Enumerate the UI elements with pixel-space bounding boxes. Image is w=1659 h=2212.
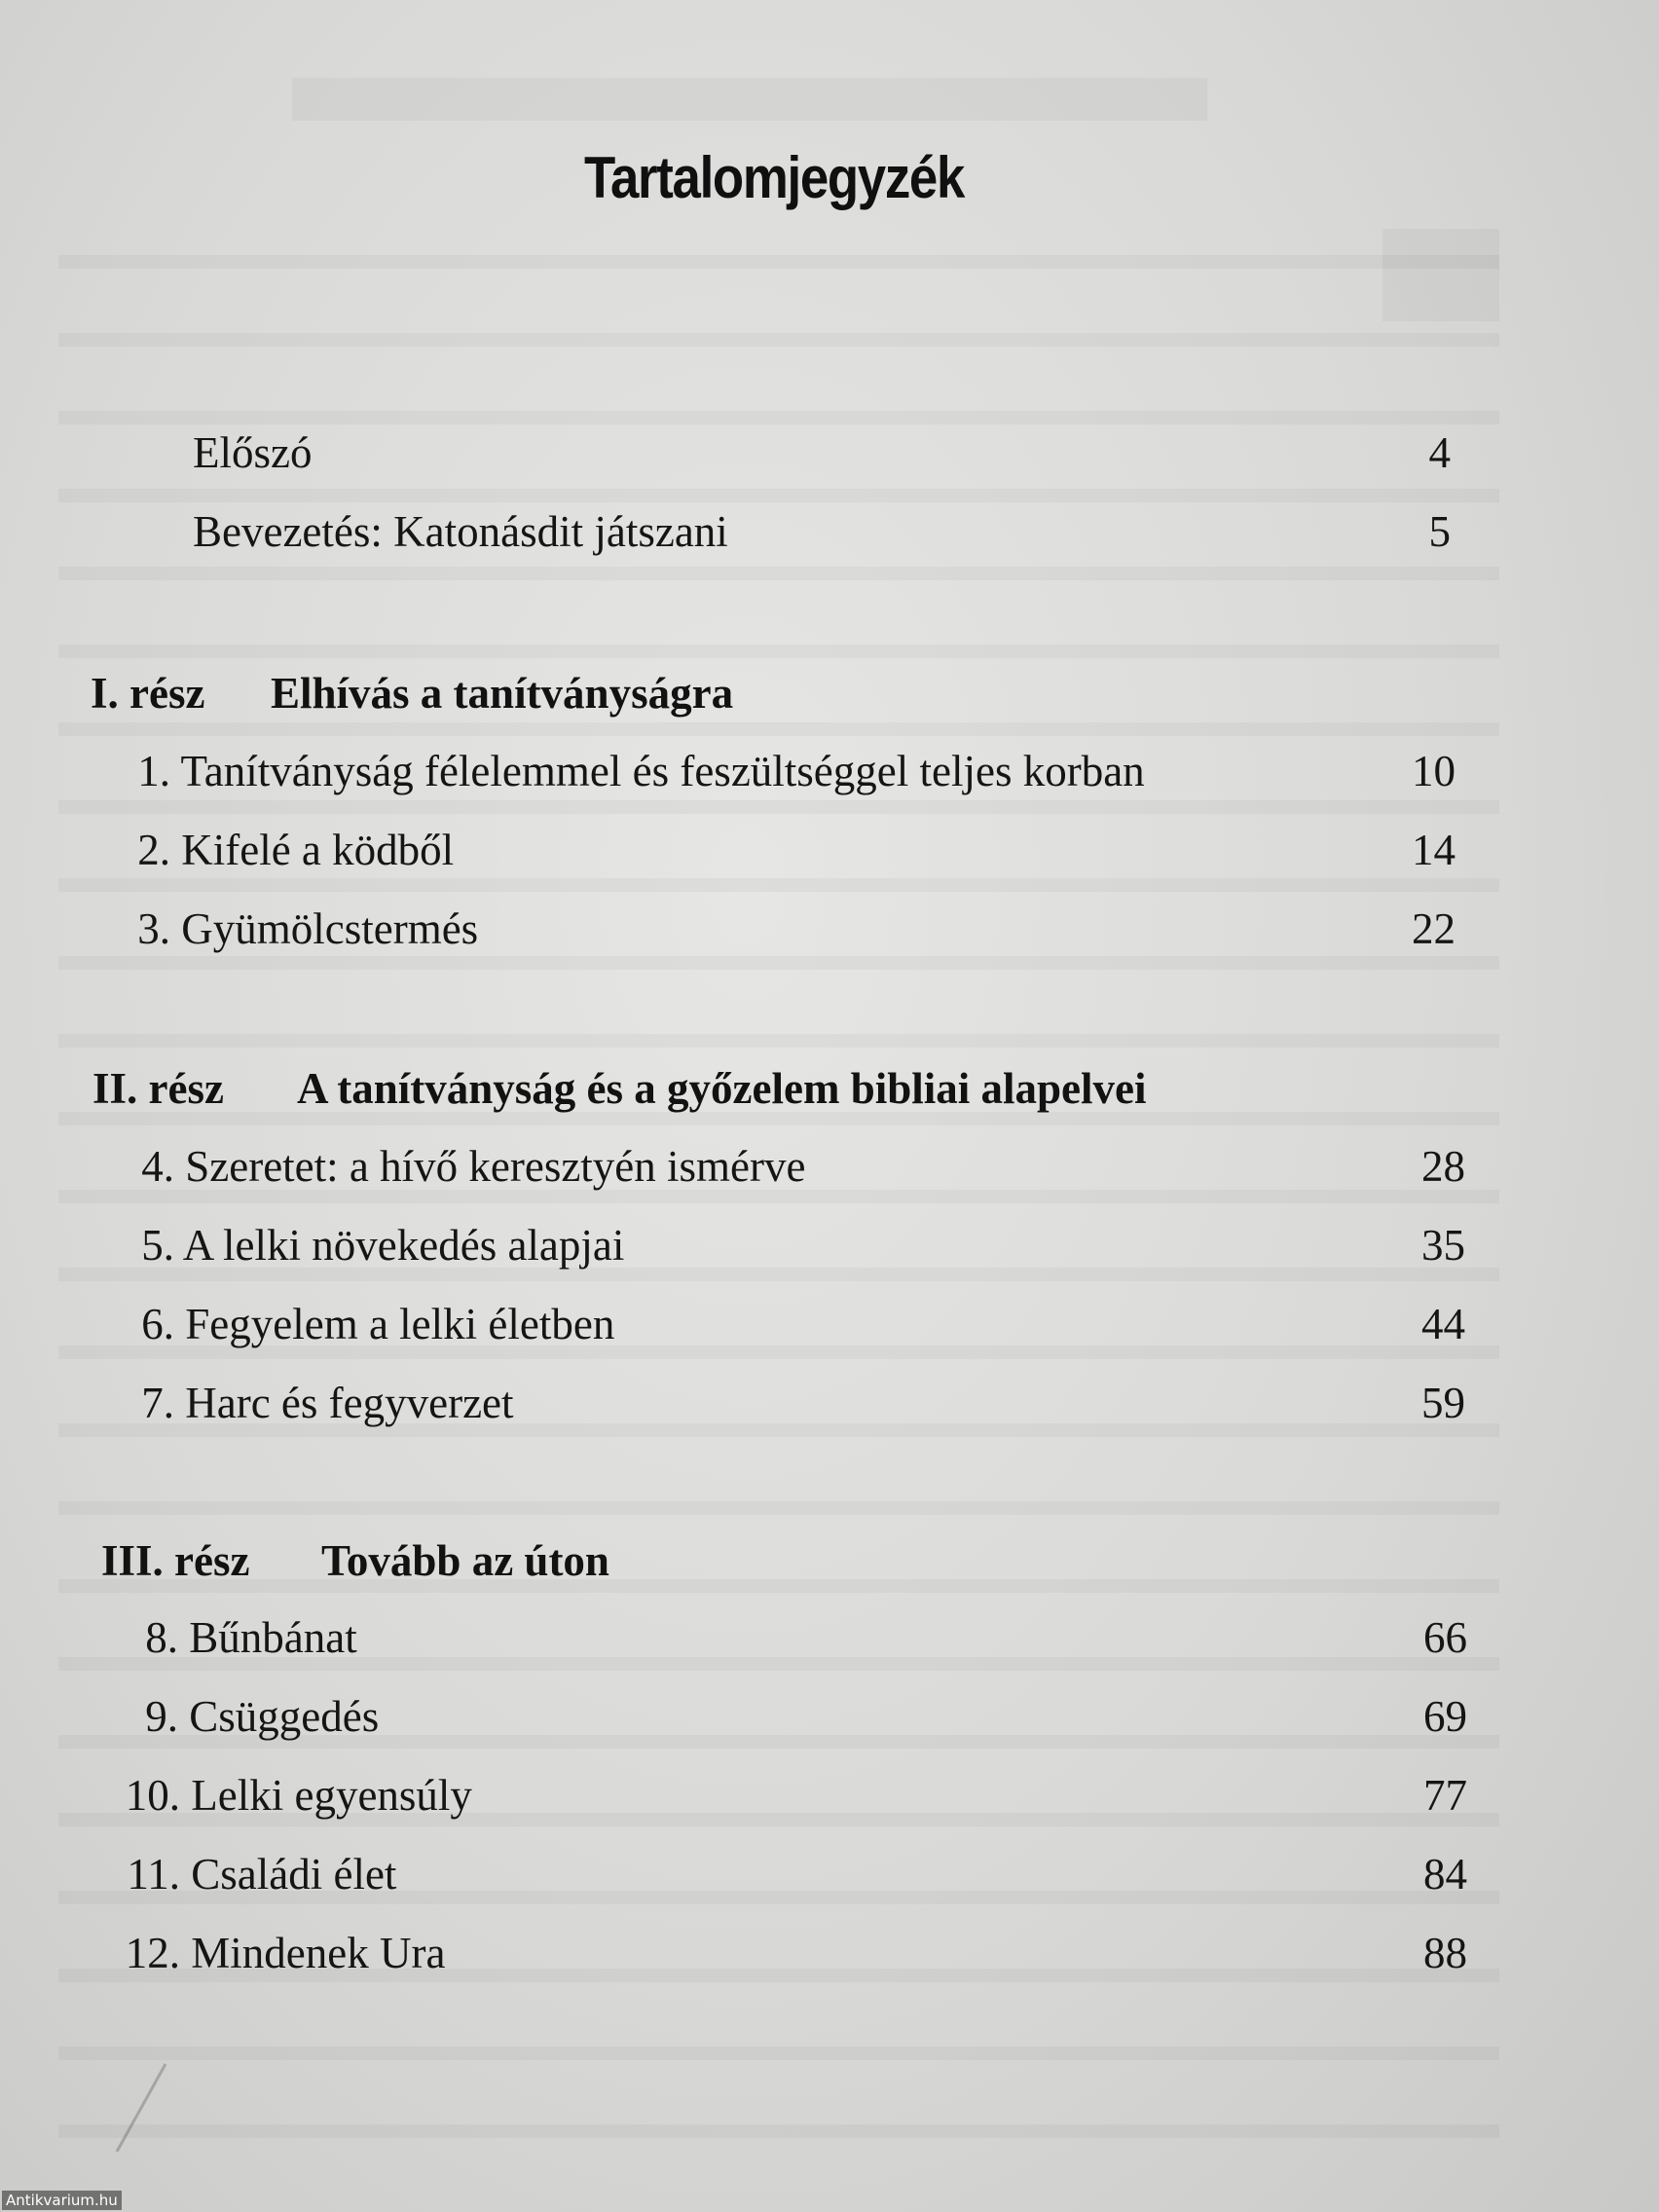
chapter-number: 9. (145, 1692, 178, 1741)
chapter-number: 4. (141, 1142, 174, 1191)
chapter-title: Bűnbánat (189, 1613, 357, 1662)
toc-chapter-6 (121, 1297, 614, 1351)
chapter-title: Csüggedés (189, 1692, 380, 1741)
chapter-number: 7. (141, 1379, 174, 1427)
watermark-footer: Antikvarium.hu (2, 2191, 122, 2210)
chapter-title: Mindenek Ura (191, 1929, 446, 1977)
toc-entry-page: 4 (1428, 428, 1451, 477)
chapter-page: 10 (1412, 747, 1456, 795)
chapter-number: 12. (125, 1929, 180, 1977)
chapter-title: Tanítványság félelemmel és feszültséggel teljes korban (180, 747, 1145, 795)
chapter-page: 84 (1423, 1850, 1467, 1899)
toc-chapter-7 (121, 1376, 514, 1430)
chapter-page: 22 (1412, 904, 1456, 953)
chapter-title: Családi élet (191, 1850, 397, 1899)
chapter-page: 59 (1421, 1379, 1465, 1427)
part-heading-1 (91, 666, 733, 720)
chapter-page: 14 (1412, 826, 1456, 874)
chapter-page: 44 (1421, 1300, 1465, 1348)
toc-chapter-12 (110, 1926, 445, 1980)
toc-entry-bevezetes (193, 504, 728, 559)
chapter-title: Gyümölcstermés (181, 904, 479, 953)
chapter-title: Kifelé a ködből (181, 826, 455, 874)
chapter-number: 2. (137, 826, 170, 874)
toc-chapter-11 (110, 1847, 396, 1901)
part-label: III. rész (101, 1536, 250, 1585)
toc-chapter-1 (117, 744, 1145, 798)
chapter-number: 3. (137, 904, 170, 953)
chapter-title: Harc és fegyverzet (185, 1379, 514, 1427)
chapter-title: Lelki egyensúly (191, 1771, 472, 1820)
part-title: Elhívás a tanítványságra (271, 669, 734, 718)
part-title: Tovább az úton (321, 1536, 609, 1585)
chapter-number: 1. (137, 747, 170, 795)
toc-chapter-8 (125, 1610, 357, 1665)
toc-chapter-5 (121, 1218, 624, 1272)
page-title: Tartalomjegyzék (583, 145, 965, 210)
toc-chapter-2 (117, 823, 454, 877)
chapter-number: 5. (141, 1221, 174, 1270)
chapter-title: Fegyelem a lelki életben (185, 1300, 615, 1348)
chapter-title: Szeretet: a hívő keresztyén ismérve (185, 1142, 806, 1191)
chapter-page: 66 (1423, 1613, 1467, 1662)
chapter-number: 11. (127, 1850, 180, 1899)
toc-entry-title: Bevezetés: Katonásdit játszani (193, 507, 728, 556)
part-heading-3 (101, 1533, 609, 1588)
toc-chapter-3 (117, 902, 478, 956)
chapter-title: A lelki növekedés alapjai (182, 1221, 625, 1270)
toc-entry-title: Előszó (193, 428, 313, 477)
chapter-number: 10. (125, 1771, 180, 1820)
toc-chapter-4 (121, 1139, 805, 1194)
toc-entry-page: 5 (1428, 507, 1451, 556)
part-heading-2 (92, 1061, 1147, 1116)
chapter-page: 88 (1423, 1929, 1467, 1977)
part-label: II. rész (92, 1064, 224, 1113)
part-title: A tanítványság és a győzelem bibliai alapelvei (297, 1064, 1147, 1113)
chapter-number: 6. (141, 1300, 174, 1348)
chapter-number: 8. (145, 1613, 178, 1662)
chapter-page: 77 (1423, 1771, 1467, 1820)
toc-chapter-10 (110, 1768, 472, 1823)
toc-entry-eloszo (193, 425, 312, 480)
chapter-page: 69 (1423, 1692, 1467, 1741)
chapter-page: 35 (1421, 1221, 1465, 1270)
toc-chapter-9 (125, 1689, 379, 1744)
part-label: I. rész (91, 669, 205, 718)
chapter-page: 28 (1421, 1142, 1465, 1191)
